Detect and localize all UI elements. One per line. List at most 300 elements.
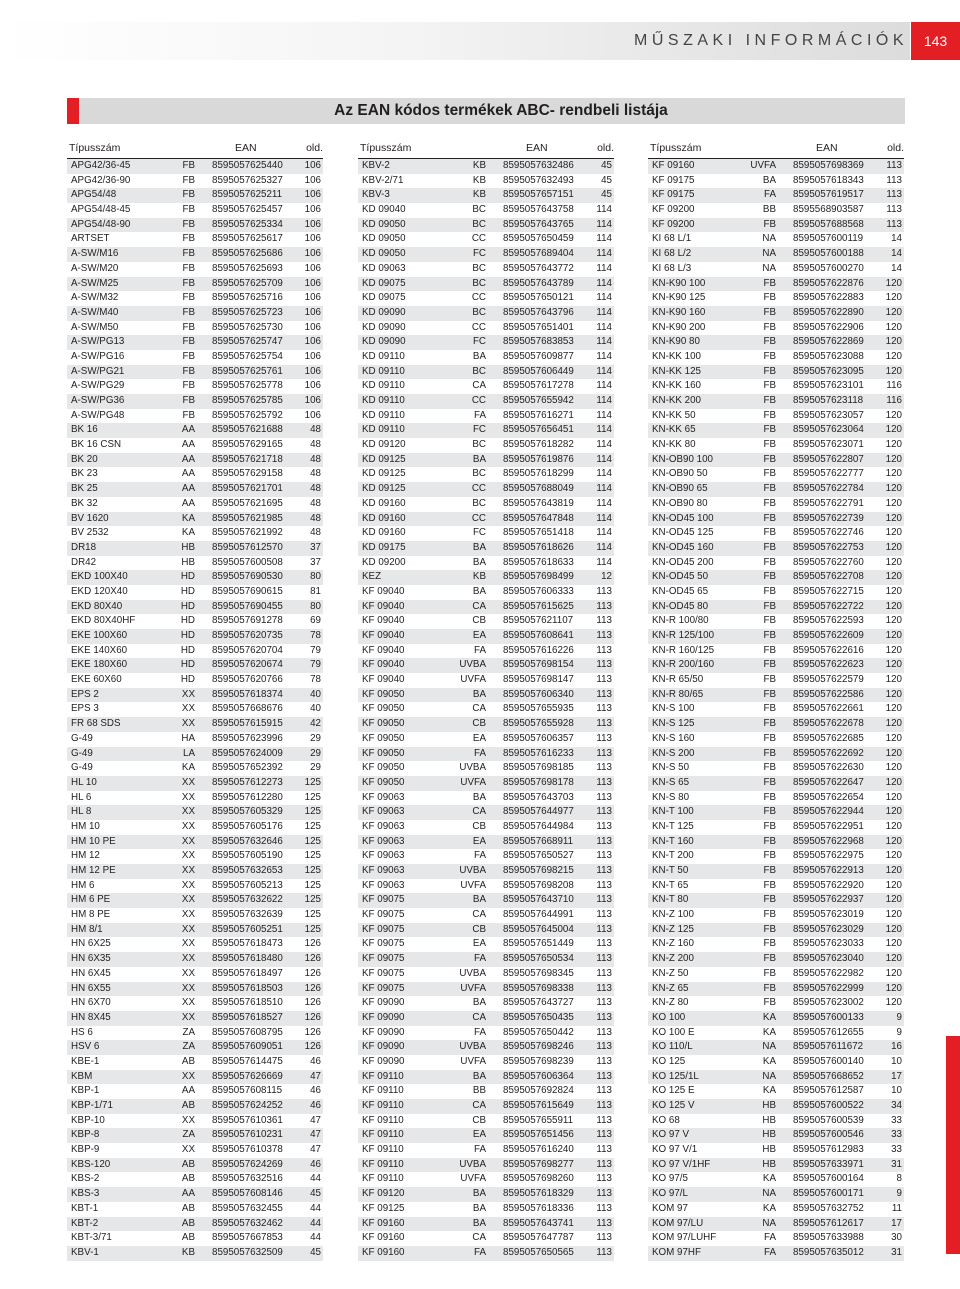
- type-cell: KD 09125: [362, 468, 406, 480]
- type-cell: KD 09075: [362, 292, 406, 304]
- page-cell: 113: [596, 1188, 612, 1200]
- table-row: [67, 1055, 323, 1070]
- table-row: [358, 1026, 614, 1041]
- table-row: [67, 1158, 323, 1173]
- page-cell: 116: [886, 380, 902, 392]
- page-cell: 113: [596, 1173, 612, 1185]
- code-cell: XX: [181, 997, 195, 1009]
- table-row: [358, 1158, 614, 1173]
- type-cell: KN-S 200: [652, 747, 695, 759]
- ean-cell: 8595057625716: [212, 292, 283, 304]
- page-cell: 114: [596, 292, 612, 304]
- page-cell: 106: [304, 174, 321, 186]
- page-cell: 113: [596, 879, 612, 891]
- code-cell: CA: [472, 1100, 486, 1111]
- type-cell: KF 09200: [652, 204, 695, 216]
- code-cell: KA: [762, 1055, 776, 1067]
- ean-cell: 8595057650121: [503, 292, 574, 304]
- page-cell: 106: [304, 292, 321, 304]
- table-row: [67, 262, 323, 277]
- type-cell: KF 09090: [362, 1041, 405, 1053]
- type-cell: A-SW/M16: [71, 248, 119, 260]
- type-cell: KN-K90 125: [652, 292, 706, 304]
- code-cell: HB: [762, 1129, 776, 1141]
- table-row: [67, 526, 323, 541]
- ean-cell: 8595057622722: [793, 600, 864, 612]
- type-cell: KO 97/L: [652, 1188, 688, 1200]
- page-cell: 9: [896, 1026, 902, 1038]
- code-cell: BC: [472, 277, 486, 289]
- ean-cell: 8595057615915: [212, 718, 283, 730]
- type-cell: KF 09050: [362, 762, 405, 774]
- page-cell: 106: [304, 409, 321, 421]
- table-row: [358, 717, 614, 732]
- ean-cell: 8595057625754: [212, 350, 283, 362]
- ean-cell: 8595057643796: [503, 306, 574, 318]
- table-row: [358, 482, 614, 497]
- type-cell: KD 09110: [362, 409, 405, 421]
- page-cell: 17: [891, 1217, 902, 1229]
- type-cell: KD 09110: [362, 424, 405, 436]
- code-cell: XX: [181, 688, 195, 700]
- table-row: [648, 629, 904, 644]
- side-accent-bar: [946, 1036, 960, 1254]
- table-row: [358, 365, 614, 380]
- ean-cell: 8595057618633: [503, 556, 574, 568]
- table-row: [648, 849, 904, 864]
- table-row: [648, 247, 904, 262]
- table-row: [358, 1128, 614, 1143]
- table-row: [358, 805, 614, 820]
- table-row: [648, 702, 904, 717]
- ean-cell: 8595057618329: [503, 1188, 574, 1200]
- table-row: [67, 717, 323, 732]
- page-cell: 106: [304, 365, 321, 377]
- code-cell: FA: [764, 189, 776, 201]
- ean-cell: 8595057698154: [503, 659, 574, 671]
- code-cell: FA: [764, 1232, 776, 1244]
- page-cell: 120: [885, 630, 902, 641]
- ean-cell: 8595057623057: [793, 409, 864, 421]
- table-row: [67, 1070, 323, 1085]
- type-cell: HM 6 PE: [71, 894, 111, 906]
- table-row: [648, 1055, 904, 1070]
- page-cell: 114: [596, 409, 612, 421]
- table-row: [67, 967, 323, 982]
- code-cell: HB: [762, 1144, 776, 1156]
- table-row: [358, 497, 614, 512]
- type-cell: KD 09090: [362, 336, 406, 348]
- table-row: [648, 820, 904, 835]
- page-cell: 126: [304, 953, 321, 965]
- table-row: [67, 218, 323, 233]
- type-cell: KBT-2: [71, 1217, 99, 1229]
- code-cell: FB: [763, 923, 776, 935]
- ean-cell: 8595057600188: [793, 248, 864, 260]
- ean-cell: 8595057650435: [503, 1011, 574, 1023]
- table-row: [358, 203, 614, 218]
- ean-cell: 8595057605213: [212, 879, 283, 891]
- table-row: [648, 688, 904, 703]
- ean-cell: 8595057622906: [793, 321, 864, 333]
- code-cell: FC: [472, 248, 486, 260]
- header-page: old.: [887, 142, 904, 154]
- code-cell: UVFA: [460, 879, 486, 891]
- table-row: [67, 908, 323, 923]
- page-cell: 106: [304, 395, 321, 406]
- type-cell: KD 09160: [362, 512, 406, 524]
- type-cell: KN-OD45 200: [652, 556, 714, 568]
- ean-cell: 8595057608146: [212, 1188, 283, 1200]
- ean-cell: 8595057606357: [503, 732, 574, 744]
- page-cell: 125: [304, 909, 321, 921]
- type-cell: KO 97 V: [652, 1129, 690, 1141]
- table-row: [648, 423, 904, 438]
- code-cell: XX: [181, 820, 195, 832]
- ean-cell: 8595057655928: [503, 718, 574, 730]
- table-row: [648, 409, 904, 424]
- page-cell: 113: [596, 688, 612, 700]
- code-cell: FB: [763, 292, 776, 304]
- page-cell: 11: [891, 1202, 902, 1214]
- page-cell: 44: [310, 1202, 321, 1214]
- page-cell: 113: [596, 762, 612, 774]
- type-cell: G-49: [71, 732, 93, 744]
- table-row: [648, 218, 904, 233]
- table-row: [67, 159, 323, 174]
- type-cell: KN-Z 200: [652, 953, 694, 965]
- page-cell: 114: [596, 380, 612, 392]
- table-row: [358, 996, 614, 1011]
- table-row: [67, 394, 323, 409]
- table-row: [67, 306, 323, 321]
- table-row: [67, 1231, 323, 1246]
- page-cell: 120: [885, 453, 902, 465]
- type-cell: KN-T 200: [652, 850, 694, 862]
- ean-cell: 8595057632622: [212, 894, 283, 906]
- page-cell: 45: [310, 1188, 321, 1200]
- code-cell: XX: [181, 923, 195, 935]
- type-cell: A-SW/M32: [71, 292, 119, 304]
- table-row: [67, 277, 323, 292]
- table-row: [358, 1114, 614, 1129]
- ean-cell: 8595057698246: [503, 1041, 574, 1053]
- code-cell: FB: [763, 541, 776, 553]
- type-cell: KN-OB90 100: [652, 453, 713, 465]
- type-cell: KF 09160: [652, 160, 695, 171]
- table-row: [648, 747, 904, 762]
- table-row: [67, 1187, 323, 1202]
- type-cell: KF 09040: [362, 600, 405, 612]
- ean-cell: 8595057629165: [212, 439, 283, 451]
- ean-cell: 8595057632639: [212, 909, 283, 921]
- table-row: [648, 277, 904, 292]
- code-cell: CA: [472, 909, 486, 921]
- ean-cell: 8595057633971: [793, 1158, 864, 1170]
- ean-cell: 8595057698345: [503, 967, 574, 979]
- ean-cell: 8595057612983: [793, 1144, 864, 1156]
- type-cell: KF 09175: [652, 174, 695, 186]
- type-cell: KF 09050: [362, 688, 405, 700]
- code-cell: HD: [180, 674, 195, 686]
- table-row: [67, 791, 323, 806]
- product-column-1: [67, 139, 323, 1258]
- page-cell: 113: [596, 1246, 612, 1258]
- ean-cell: 8595057644977: [503, 806, 574, 818]
- ean-cell: 8595057632462: [212, 1217, 283, 1229]
- ean-cell: 8595057605176: [212, 820, 283, 832]
- page-cell: 113: [596, 967, 612, 979]
- type-cell: KN-OD45 50: [652, 571, 709, 583]
- type-cell: KOM 97HF: [652, 1246, 701, 1258]
- page-cell: 120: [885, 409, 902, 421]
- type-cell: KN-K90 200: [652, 321, 706, 333]
- type-cell: KF 09050: [362, 718, 405, 730]
- table-row: [67, 512, 323, 527]
- type-cell: KD 09040: [362, 204, 406, 216]
- type-cell: KF 09040: [362, 659, 405, 671]
- table-row: [67, 747, 323, 762]
- page-cell: 120: [885, 497, 902, 509]
- code-cell: AA: [181, 1085, 195, 1097]
- type-cell: KF 09110: [362, 1158, 404, 1170]
- code-cell: FB: [182, 336, 195, 348]
- type-cell: KN-R 80/65: [652, 688, 704, 700]
- ean-cell: 8595057622784: [793, 483, 864, 495]
- code-cell: FB: [182, 321, 195, 333]
- type-cell: KN-KK 100: [652, 350, 702, 362]
- type-cell: EKD 80X40HF: [71, 615, 136, 627]
- code-cell: BC: [472, 365, 486, 377]
- code-cell: FB: [182, 262, 195, 274]
- ean-cell: 8595057655911: [503, 1114, 574, 1126]
- page-cell: 113: [596, 703, 612, 715]
- code-cell: FB: [763, 644, 776, 656]
- page-cell: 120: [885, 865, 902, 876]
- page-cell: 113: [596, 600, 612, 612]
- table-row: [648, 732, 904, 747]
- table-row: [67, 585, 323, 600]
- table-row: [358, 600, 614, 615]
- ean-cell: 8595057622999: [793, 982, 864, 994]
- ean-cell: 8595057623101: [793, 380, 864, 392]
- page-cell: 120: [885, 776, 902, 788]
- page-cell: 79: [310, 659, 321, 671]
- table-row: [67, 188, 323, 203]
- table-row: [648, 923, 904, 938]
- page-cell: 125: [304, 820, 321, 832]
- page-cell: 113: [596, 894, 612, 906]
- code-cell: XX: [181, 865, 195, 876]
- code-cell: KA: [762, 1202, 776, 1214]
- table-row: [67, 1172, 323, 1187]
- code-cell: NA: [762, 1217, 776, 1229]
- code-cell: FB: [763, 527, 776, 539]
- ean-cell: 8595057625440: [212, 160, 283, 171]
- page-cell: 120: [885, 615, 902, 627]
- ean-cell: 8595057635012: [793, 1246, 864, 1258]
- table-row: [648, 467, 904, 482]
- ean-cell: 8595057624009: [212, 747, 283, 759]
- type-cell: KD 09110: [362, 395, 405, 406]
- table-row: [358, 614, 614, 629]
- page-cell: 120: [885, 762, 902, 774]
- page-cell: 120: [885, 967, 902, 979]
- type-cell: KN-Z 100: [652, 909, 694, 921]
- ean-cell: 8595057619517: [793, 189, 864, 201]
- type-cell: KN-T 160: [652, 835, 694, 847]
- type-cell: KOM 97/LUHF: [652, 1232, 717, 1244]
- table-row: [358, 937, 614, 952]
- code-cell: BC: [472, 439, 486, 451]
- type-cell: KF 09063: [362, 820, 405, 832]
- code-cell: AB: [181, 1232, 195, 1244]
- table-row: [67, 1217, 323, 1232]
- code-cell: UVBA: [459, 865, 486, 876]
- ean-cell: 8595057691278: [212, 615, 283, 627]
- ean-cell: 8595057623118: [793, 395, 864, 406]
- type-cell: KN-KK 125: [652, 365, 702, 377]
- code-cell: FB: [763, 615, 776, 627]
- type-cell: HM 8 PE: [71, 909, 111, 921]
- ean-cell: 8595057605251: [212, 923, 283, 935]
- code-cell: ZA: [182, 1026, 195, 1038]
- page-cell: 125: [304, 879, 321, 891]
- ean-cell: 8595057622630: [793, 762, 864, 774]
- ean-cell: 8595057643727: [503, 997, 574, 1009]
- page-cell: 113: [596, 776, 612, 788]
- table-row: [358, 585, 614, 600]
- table-row: [67, 688, 323, 703]
- table-row: [67, 247, 323, 262]
- table-row: [67, 1011, 323, 1026]
- type-cell: KN-OD45 65: [652, 585, 709, 597]
- page-cell: 120: [885, 982, 902, 994]
- ean-cell: 8595057668911: [503, 835, 574, 847]
- table-row: [358, 277, 614, 292]
- ean-cell: 8595057622920: [793, 879, 864, 891]
- column-header: [648, 139, 904, 157]
- ean-cell: 8595057625747: [212, 336, 283, 348]
- table-row: [648, 232, 904, 247]
- code-cell: XX: [181, 718, 195, 730]
- table-row: [648, 482, 904, 497]
- type-cell: EKD 80X40: [71, 600, 123, 612]
- code-cell: FA: [474, 850, 486, 862]
- ean-cell: 8595057622692: [793, 747, 864, 759]
- page-cell: 125: [304, 791, 321, 803]
- code-cell: FB: [763, 600, 776, 612]
- ean-cell: 8595057621688: [212, 424, 283, 436]
- code-cell: AB: [181, 1158, 195, 1170]
- code-cell: FB: [763, 365, 776, 377]
- type-cell: HM 8/1: [71, 923, 103, 935]
- code-cell: FA: [474, 747, 486, 759]
- type-cell: HM 12: [71, 850, 100, 862]
- code-cell: XX: [181, 953, 195, 965]
- code-cell: FB: [763, 218, 776, 230]
- ean-cell: 8595057650442: [503, 1026, 574, 1038]
- code-cell: NA: [762, 262, 776, 274]
- page-cell: 46: [310, 1085, 321, 1097]
- page-cell: 106: [304, 160, 321, 171]
- type-cell: A-SW/PG13: [71, 336, 125, 348]
- ean-cell: 8595057610231: [212, 1129, 283, 1141]
- type-cell: KN-T 50: [652, 865, 689, 876]
- code-cell: UVFA: [750, 160, 776, 171]
- code-cell: FB: [763, 865, 776, 876]
- type-cell: KOM 97: [652, 1202, 688, 1214]
- type-cell: KI 68 L/2: [652, 248, 692, 260]
- type-cell: KF 09160: [362, 1246, 405, 1258]
- type-cell: KBP-8: [71, 1129, 100, 1141]
- code-cell: FB: [763, 350, 776, 362]
- code-cell: BA: [472, 894, 486, 906]
- code-cell: FB: [763, 835, 776, 847]
- code-cell: FB: [763, 321, 776, 333]
- code-cell: FB: [763, 850, 776, 862]
- type-cell: KF 09110: [362, 1085, 404, 1097]
- page-cell: 113: [596, 1217, 612, 1229]
- type-cell: KF 09075: [362, 953, 405, 965]
- code-cell: CB: [472, 923, 486, 935]
- table-row: [358, 702, 614, 717]
- table-row: [648, 1187, 904, 1202]
- ean-cell: 8595057698260: [503, 1173, 574, 1185]
- table-row: [648, 614, 904, 629]
- table-row: [67, 600, 323, 615]
- ean-cell: 8595057600140: [793, 1055, 864, 1067]
- table-row: [358, 747, 614, 762]
- code-cell: UVFA: [460, 1173, 486, 1185]
- page-cell: 113: [596, 1100, 612, 1111]
- type-cell: KF 09175: [652, 189, 695, 201]
- ean-cell: 8595057618343: [793, 174, 864, 186]
- page-cell: 120: [885, 732, 902, 744]
- ean-cell: 8595057625761: [212, 365, 283, 377]
- type-cell: BV 2532: [71, 527, 109, 539]
- code-cell: XX: [181, 806, 195, 818]
- ean-cell: 8595057643765: [503, 218, 574, 230]
- page-cell: 126: [304, 938, 321, 950]
- page-cell: 17: [891, 1070, 902, 1082]
- table-row: [358, 1246, 614, 1261]
- table-row: [648, 174, 904, 189]
- type-cell: KO 125 V: [652, 1100, 695, 1111]
- page-cell: 114: [596, 395, 612, 406]
- code-cell: FB: [182, 365, 195, 377]
- table-row: [67, 879, 323, 894]
- ean-cell: 8595057692824: [503, 1085, 574, 1097]
- code-cell: FB: [182, 204, 195, 216]
- type-cell: KN-OD45 100: [652, 512, 714, 524]
- code-cell: UVBA: [459, 1158, 486, 1170]
- code-cell: KA: [762, 1085, 776, 1097]
- type-cell: KN-S 65: [652, 776, 690, 788]
- code-cell: BA: [472, 541, 486, 553]
- page-cell: 37: [310, 556, 321, 568]
- code-cell: HB: [181, 541, 195, 553]
- type-cell: KF 09040: [362, 615, 405, 627]
- ean-cell: 8595057623088: [793, 350, 864, 362]
- table-row: [358, 218, 614, 233]
- type-cell: KO 100: [652, 1011, 686, 1023]
- table-row: [67, 644, 323, 659]
- ean-cell: 8595057620704: [212, 644, 283, 656]
- type-cell: KBP-1: [71, 1085, 100, 1097]
- ean-cell: 8595057622746: [793, 527, 864, 539]
- ean-cell: 8595057622883: [793, 292, 864, 304]
